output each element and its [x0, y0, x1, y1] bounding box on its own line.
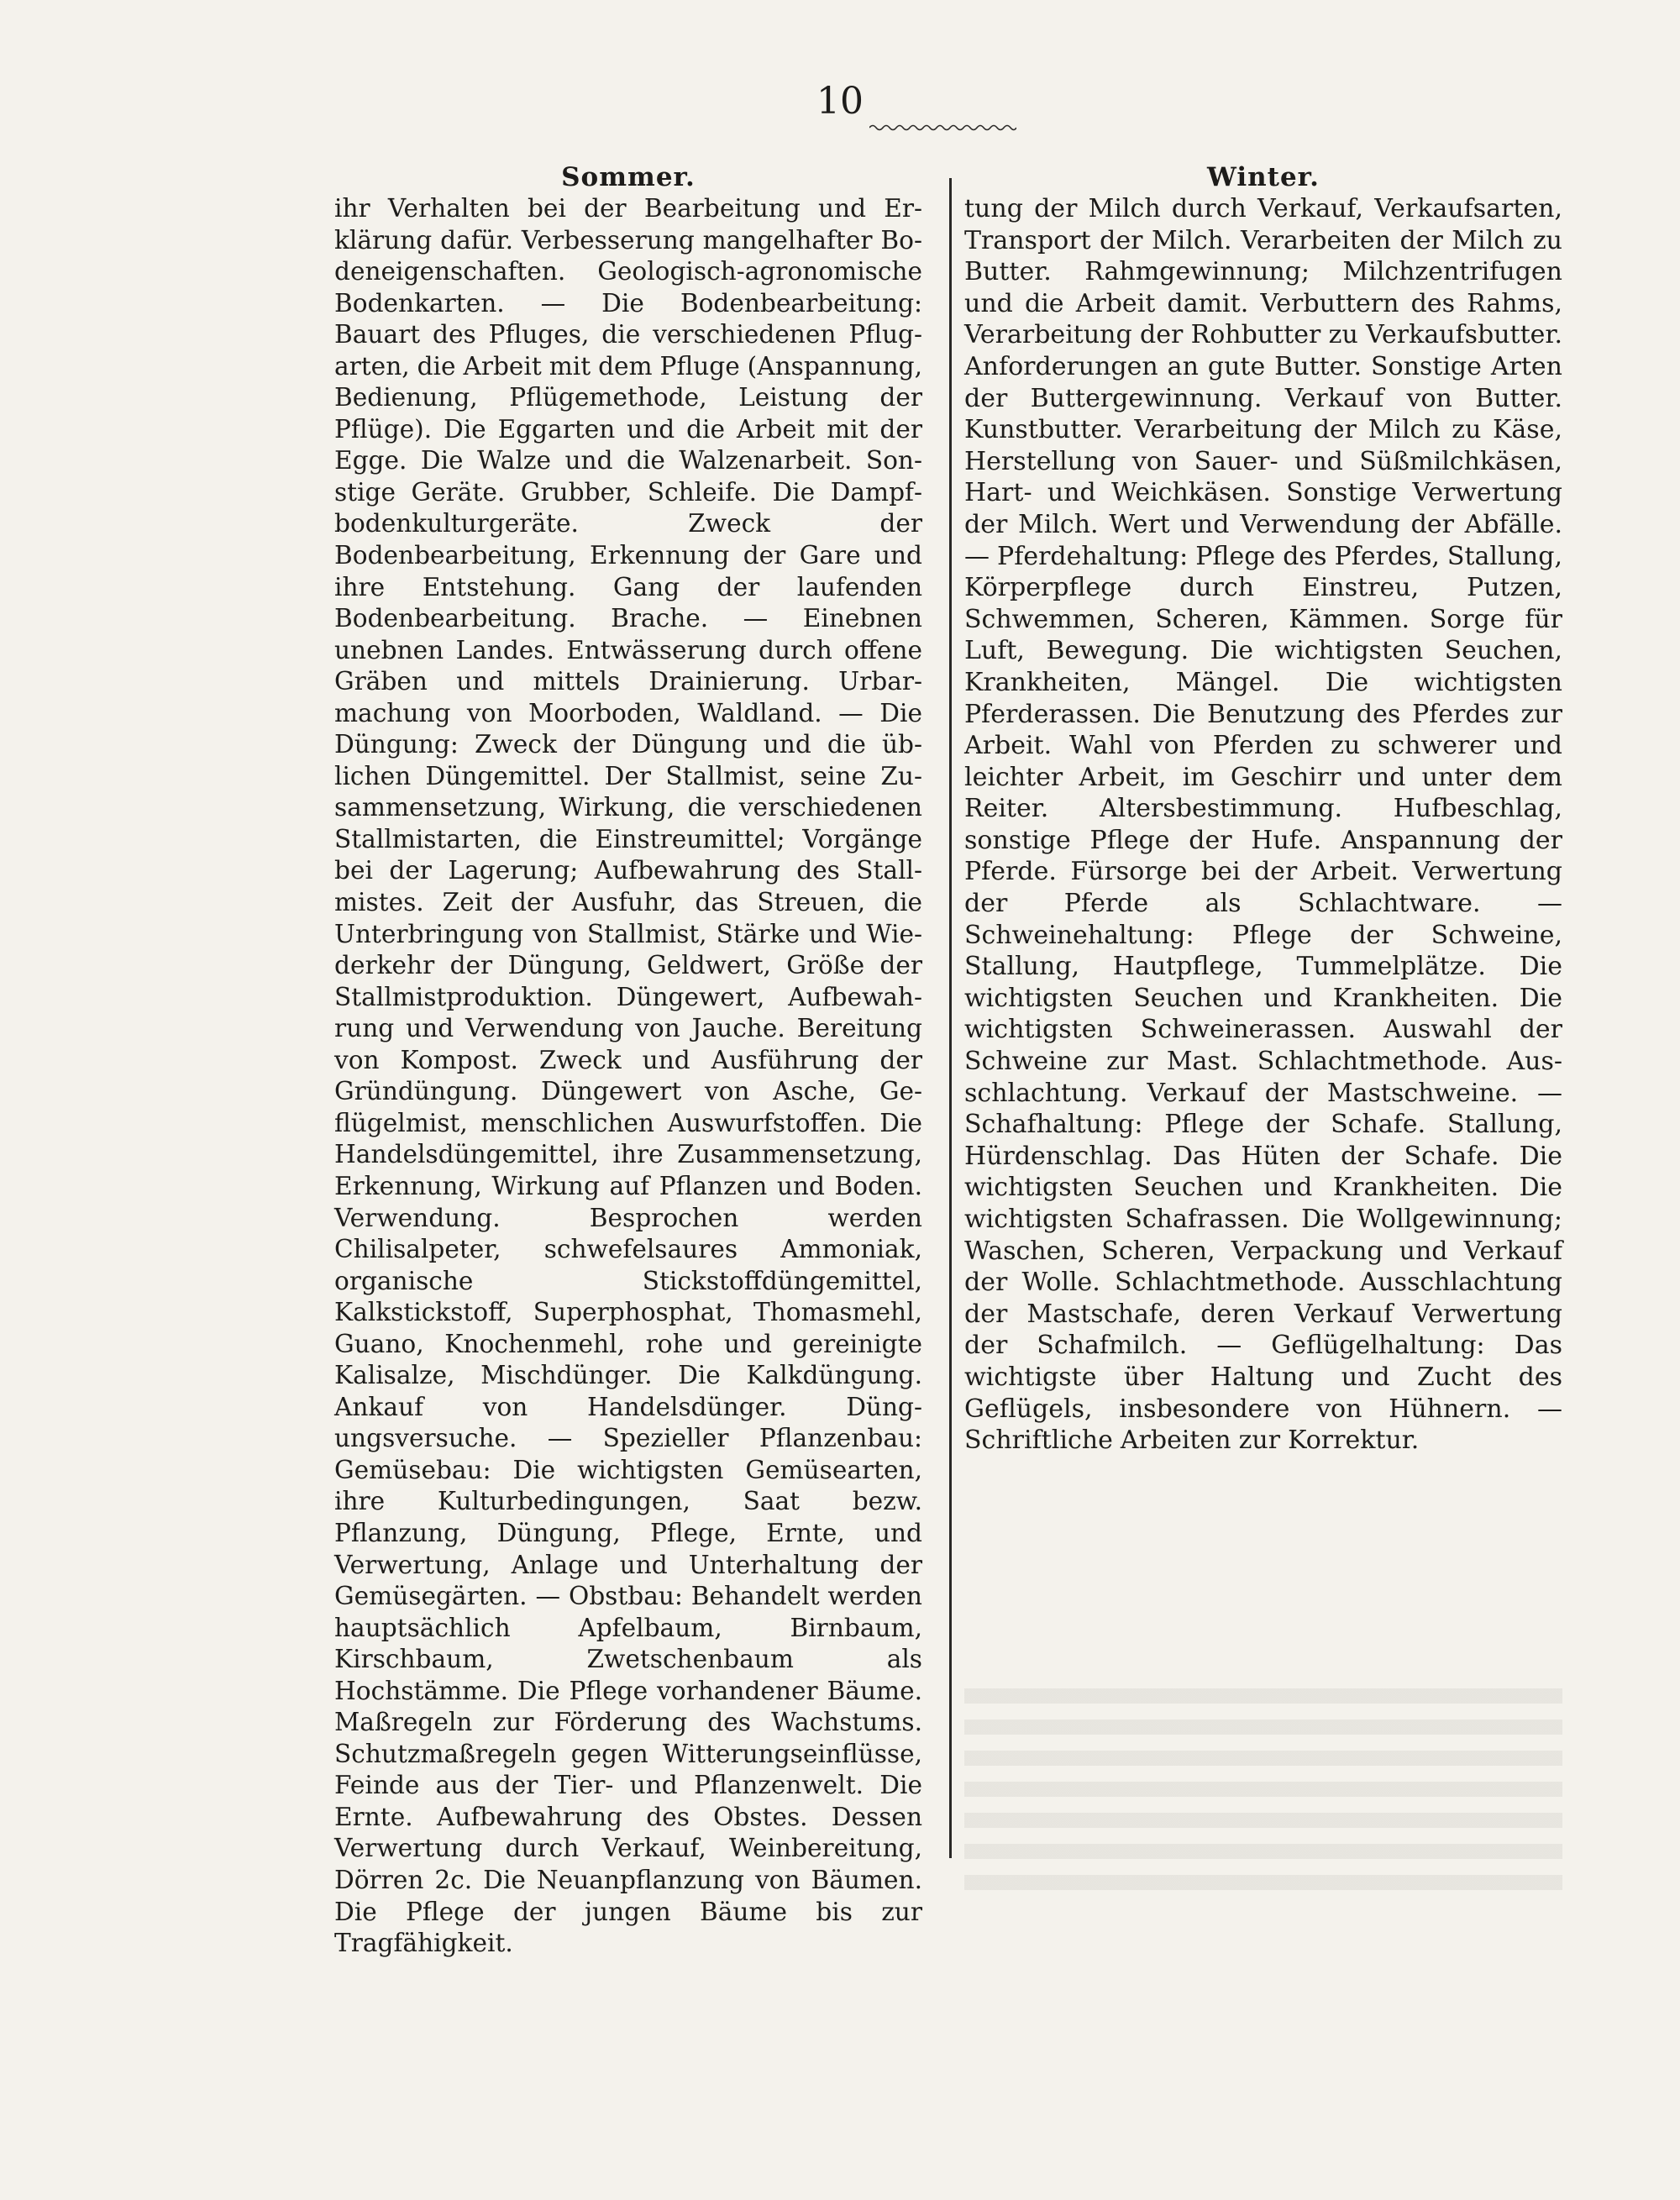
- summer-column: [334, 163, 922, 1960]
- summer-text: ihr Verhalten bei der Bearbeitung und Erklärung dafür. Verbesserung mangelhafter Bodeneigenschaften. Geologisch-agronomische Bodenkarten. — Die Bodenbearbeitung: Bauart des Pfluges, die verschiedenen Pflugarten, die Arbeit mit dem Pfluge (Anspannung, Bedienung, Pflügemethode, Leistung der Pflüge). Die Eggarten und die Arbeit mit der Egge. Die Walze und die Walzenarbeit. Sonstige Geräte. Grubber, Schleife. Die Dampfbodenkulturgeräte. Zweck der Bodenbearbeitung, Erkennung der Gare und ihre Entstehung. Gang der laufenden Bodenbearbeitung. Brache. — Einebnen unebnen Landes. Entwässerung durch offene Gräben und mittels Drainierung. Urbarmachung von Moorboden, Waldland. — Die Düngung: Zweck der Düngung und die üblichen Düngemittel. Der Stallmist, seine Zusammensetzung, Wirkung, die verschiedenen Stallmistarten, die Einstreumittel; Vorgänge bei der Lagerung; Aufbewahrung des Stallmistes. Zeit der Ausfuhr, das Streuen, die Unterbringung von Stallmist, Stärke und Wiederkehr der Düngung, Geldwert, Größe der Stallmistproduktion. Düngewert, Aufbewahrung und Verwendung von Jauche. Bereitung von Kompost. Zweck und Ausführung der Gründüngung. Düngewert von Asche, Geflügelmist, menschlichen Auswurfstoffen. Die Handelsdüngemittel, ihre Zusammensetzung, Erkennung, Wirkung auf Pflanzen und Boden. Verwendung. Besprochen werden Chilisalpeter, schwefelsaures Ammoniak, organische Stickstoffdüngemittel, Kalkstickstoff, Superphosphat, Thomasmehl, Guano, Knochenmehl, rohe und gereinigte Kalisalze, Mischdünger. Die Kalkdüngung. Ankauf von Handelsdünger. Düngungsversuche. — Spezieller Pflanzenbau: Gemüsebau: Die wichtigsten Gemüsearten, ihre Kulturbedingungen, Saat bezw. Pflanzung, Düngung, Pflege, Ernte, und Verwertung, Anlage und Unterhaltung der Gemüsegärten. — Obstbau: Behandelt werden hauptsächlich Apfelbaum, Birnbaum, Kirschbaum, Zwetschenbaum als Hochstämme. Die Pflege vorhandener Bäume. Maßregeln zur Förderung des Wachstums. Schutzmaßregeln gegen Witterungseinflüsse, Feinde aus der Tier- und Pflanzenwelt. Die Ernte. Aufbewahrung des Obstes. Dessen Verwertung durch Verkauf, Weinbereitung, Dörren 2c. Die Neuanpflanzung von Bäumen. Die Pflege der jungen Bäume bis zur Tragfähigkeit.: [334, 194, 922, 1958]
- winter-text: tung der Milch durch Verkauf, Verkaufsarten, Transport der Milch. Verarbeiten der Milch zu Butter. Rahmgewinnung; Milchzentrifugen und die Arbeit damit. Verbuttern des Rahms, Verarbeitung der Rohbutter zu Verkaufsbutter. Anforderungen an gute Butter. Sonstige Arten der Buttergewinnung. Verkauf von Butter. Kunstbutter. Verarbeitung der Milch zu Käse, Herstellung von Sauer- und Süßmilchkäsen, Hart- und Weichkäsen. Sonstige Verwertung der Milch. Wert und Verwendung der Abfälle. — Pferdehaltung: Pflege des Pferdes, Stallung, Körperpflege durch Einstreu, Putzen, Schwemmen, Scheren, Kämmen. Sorge für Luft, Bewegung. Die wichtigsten Seuchen, Krankheiten, Mängel. Die wichtigsten Pferderassen. Die Benutzung des Pferdes zur Arbeit. Wahl von Pferden zu schwerer und leichter Arbeit, im Geschirr und unter dem Reiter. Altersbestimmung. Hufbeschlag, sonstige Pflege der Hufe. Anspannung der Pferde. Fürsorge bei der Arbeit. Verwertung der Pferde als Schlachtware. — Schweinehaltung: Pflege der Schweine, Stallung, Hautpflege, Tummelplätze. Die wichtigsten Seuchen und Krankheiten. Die wichtigsten Schweinerassen. Auswahl der Schweine zur Mast. Schlachtmethode. Ausschlachtung. Verkauf der Mastschweine. — Schafhaltung: Pflege der Schafe. Stallung, Hürdenschlag. Das Hüten der Schafe. Die wichtigsten Seuchen und Krankheiten. Die wichtigsten Schafrassen. Die Wollgewinnung; Waschen, Scheren, Verpackung und Verkauf der Wolle. Schlachtmethode. Ausschlachtung der Mastschafe, deren Verkauf Verwertung der Schafmilch. — Geflügelhaltung: Das wichtigste über Haltung und Zucht des Geflügels, insbesondere von Hühnern. — Schriftliche Arbeiten zur Korrektur.: [964, 194, 1562, 1456]
- page-number: 10: [816, 80, 864, 123]
- winter-heading: Winter.: [1207, 162, 1320, 192]
- summer-heading: Sommer.: [561, 162, 696, 192]
- wave-ornament: [869, 123, 1016, 133]
- column-divider: [949, 178, 952, 1858]
- bleed-through-texture: [964, 1688, 1562, 1898]
- winter-column: [964, 163, 1562, 1457]
